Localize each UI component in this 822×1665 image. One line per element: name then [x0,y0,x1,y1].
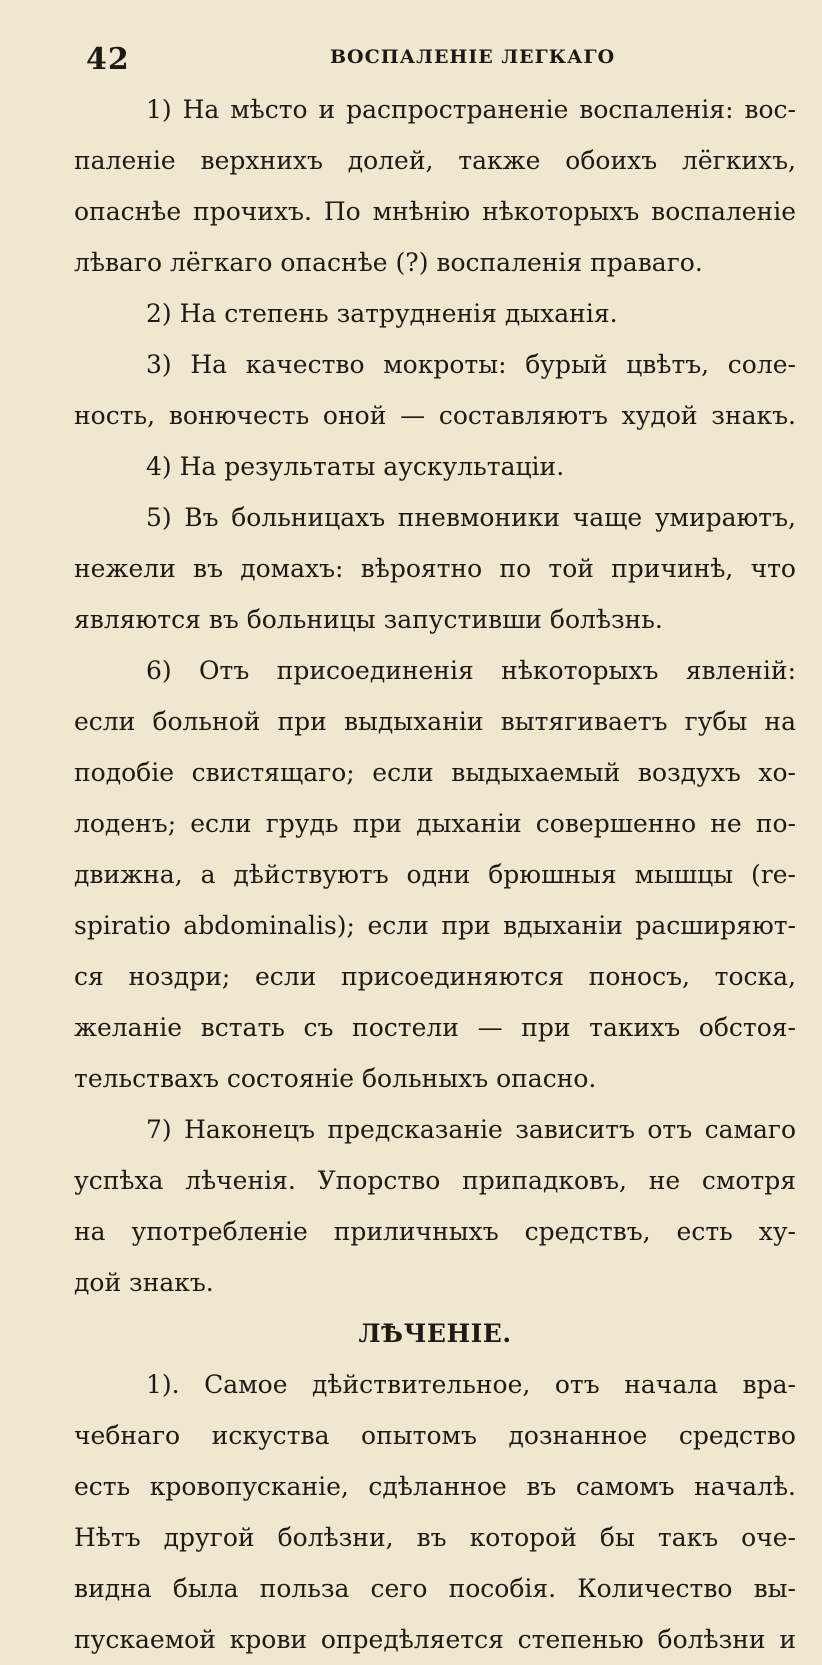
page-number: 42 [86,42,130,77]
text-line: движна, а дѣйствуютъ одни брюшныя мышцы (re- [74,860,796,889]
text-line: чебнаго искуства опытомъ дознанное средство [74,1421,796,1450]
text-line: 3) На качество мокроты: бурый цвѣтъ, соле- [146,350,796,379]
text-line: видна была польза сего пособія. Количество вы- [74,1574,796,1603]
text-line: 5) Въ больницахъ пневмоники чаще умираютъ, [146,503,796,532]
page-header [74,38,796,78]
text-line: Нѣтъ другой болѣзни, въ которой бы такъ оче- [74,1523,796,1552]
text-line: ность, вонючесть оной — составляютъ худой знакъ. [74,401,796,430]
text-line: 2) На степень затрудненія дыханія. [146,299,618,328]
text-line: ся ноздри; если присоединяются поносъ, тоска, [74,962,796,991]
text-line: подобіе свистящаго; если выдыхаемый воздухъ хо- [74,758,796,787]
text-line: 1) На мѣсто и распространеніе воспаленія: вос- [146,95,796,124]
text-line: 4) На результаты аускультаціи. [146,452,565,481]
text-line: лоденъ; если грудь при дыханіи совершенно не по- [74,809,796,838]
text-line: желаніе встать съ постели — при такихъ обстоя- [74,1013,796,1042]
text-line: успѣха лѣченія. Упорство припадковъ, не смотря [74,1166,796,1195]
text-line: spiratio abdominalis); если при вдыханіи расширяют- [74,911,796,940]
text-line: пускаемой крови опредѣляется степенью болѣзни и [74,1625,796,1654]
text-line: являются въ больницы запустивши болѣзнь. [74,605,663,634]
text-line: нежели въ домахъ: вѣроятно по той причинѣ, что [74,554,796,583]
text-line: на употребленіе приличныхъ средствъ, есть ху- [74,1217,796,1246]
text-line: 1). Самое дѣйствительное, отъ начала вра- [146,1370,796,1399]
text-line: дой знакъ. [74,1268,214,1297]
text-line: лѣваго лёгкаго опаснѣе (?) воспаленія праваго. [74,248,703,277]
text-line: если больной при выдыханіи вытягиваетъ губы на [74,707,796,736]
section-heading: ЛѢЧЕНІЕ. [358,1319,512,1348]
text-line: паленіе верхнихъ долей, также обоихъ лёгкихъ, [74,146,796,175]
running-head: ВОСПАЛЕНІЕ ЛЕГКАГО [330,46,616,68]
text-line: тельствахъ состояніе больныхъ опасно. [74,1064,597,1093]
text-line: 6) Отъ присоединенія нѣкоторыхъ явленій: [146,656,796,685]
body-text [74,84,796,1665]
text-line: 7) Наконецъ предсказаніе зависитъ отъ самаго [146,1115,796,1144]
text-line: есть кровопусканіе, сдѣланное въ самомъ началѣ. [74,1472,796,1501]
text-line: опаснѣе прочихъ. По мнѣнію нѣкоторыхъ воспаленіе [74,197,796,226]
